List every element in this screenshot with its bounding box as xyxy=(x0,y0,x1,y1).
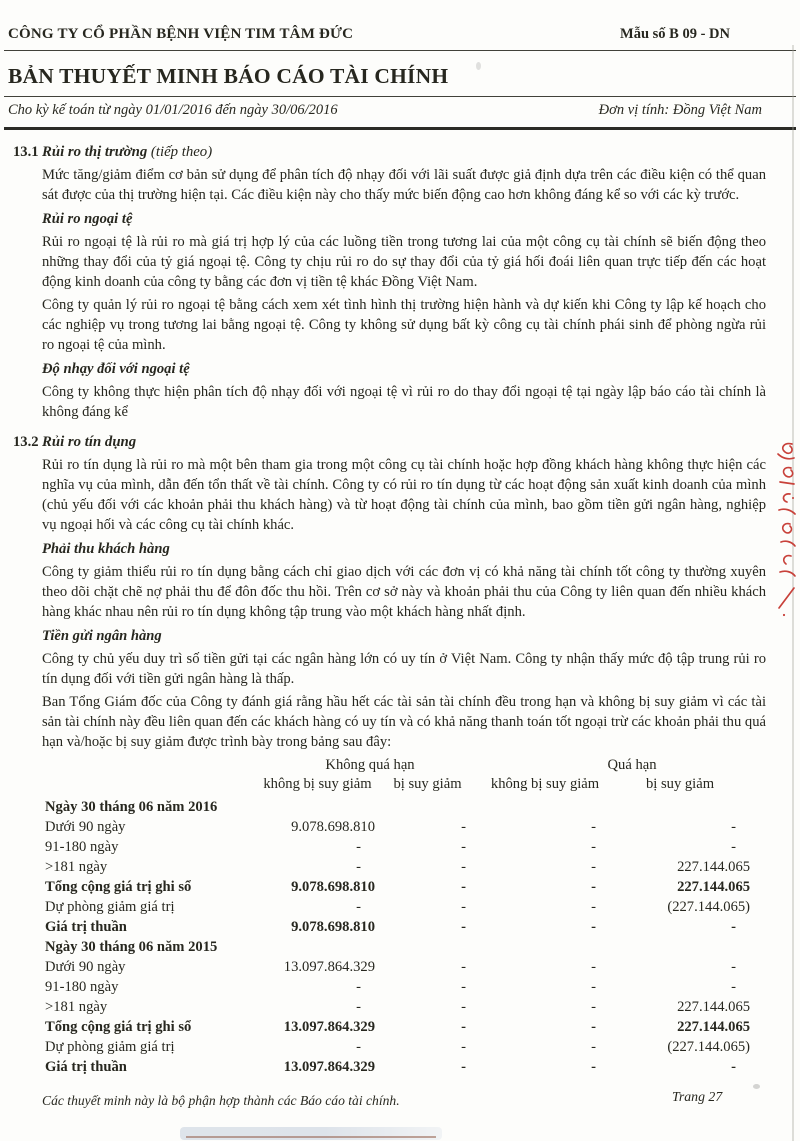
section-heading: Rủi ro tín dụng xyxy=(42,434,137,450)
scan-speck xyxy=(753,1084,760,1089)
scan-speck xyxy=(476,62,481,70)
company-name: CÔNG TY CỔ PHẦN BỆNH VIỆN TIM TÂM ĐỨC xyxy=(8,26,354,42)
table-row: Ngày 30 tháng 06 năm 2015 xyxy=(45,939,218,955)
paragraph: Công ty chủ yếu duy trì số tiền gửi tại các ngân hàng lớn có uy tín ở Việt Nam. Công ty nhận thấy mức độ tập trung rủi ro tín dụng đối với tiền gửi ngân hàng là thấp. xyxy=(42,651,766,687)
section-13-1 xyxy=(13,142,766,422)
table-row-total: Tổng cộng giá trị ghi sổ 13.097.864.329 - - 227.144.065 xyxy=(45,1019,751,1035)
column-group-not-overdue: Không quá hạn xyxy=(325,757,415,773)
table-row: >181 ngày - - - 227.144.065 xyxy=(45,859,751,875)
subheading-trade-receivables: Phải thu khách hàng xyxy=(42,541,170,557)
header-row-period xyxy=(8,97,800,125)
column-header-not-impaired-2: không bị suy giảm xyxy=(490,776,600,792)
paragraph: Công ty quản lý rủi ro ngoại tệ bằng cách xem xét tình hình thị trường hiện hành và dự kiến khi Công ty lập kế hoạch cho các nghiệp vụ trong tương lai bằng ngoại tệ. Công ty không sử dụng bất kỳ công cụ tài chính phái sinh để phòng ngừa rủi ro ngoại tệ của mình. xyxy=(42,297,766,353)
subheading-currency-sensitivity: Độ nhạy đối với ngoại tệ xyxy=(42,361,190,377)
paragraph: Rủi ro ngoại tệ là rủi ro mà giá trị hợp lý của các luồng tiền trong tương lai của một công cụ tài chính sẽ biến động theo những thay đổi của tỷ giá ngoại tệ. Công ty chịu rủi ro do sự thay đổi của tỷ giá hối đoái liên quan trực tiếp đến các hoạt động kinh doanh của công ty bằng các đơn vị tiền tệ khác Đồng Việt Nam. xyxy=(42,234,766,290)
table-row: Ngày 30 tháng 06 năm 2016 xyxy=(45,799,218,815)
document-body xyxy=(0,130,800,1077)
column-group-overdue: Quá hạn xyxy=(607,757,657,773)
table-row-total: Giá trị thuần 9.078.698.810 - - - xyxy=(45,919,737,935)
scan-smudge-artifact xyxy=(180,1127,442,1140)
currency-unit: Đơn vị tính: Đồng Việt Nam xyxy=(598,102,762,118)
scan-line-artifact xyxy=(186,1136,436,1138)
table-row: 91-180 ngày - - - - xyxy=(45,839,737,855)
column-header-impaired-1: bị suy giảm xyxy=(393,776,462,792)
subheading-bank-deposits: Tiền gửi ngân hàng xyxy=(42,628,162,644)
section-heading xyxy=(42,142,766,162)
table-subheader-row xyxy=(45,775,750,794)
table-row: Dưới 90 ngày 9.078.698.810 - - - xyxy=(45,819,737,835)
table-row: >181 ngày - - - 227.144.065 xyxy=(45,999,751,1015)
header-divider-bottom xyxy=(4,127,796,130)
section-number: 13.2 xyxy=(13,434,39,450)
subheading-foreign-currency-risk: Rủi ro ngoại tệ xyxy=(42,211,133,227)
section-heading-text: Rủi ro thị trường xyxy=(42,144,148,160)
paragraph: Công ty giảm thiểu rủi ro tín dụng bằng cách chỉ giao dịch với các đơn vị có khả năng tài chính tốt công ty thường xuyên theo dõi chặt chẽ nợ phải thu để đôn đốc thu hồi. Trên cơ sở này và khoản phải thu của Công ty liên quan đến nhiều khách hàng khác nhau nên rủi ro tín dụng không tập trung vào một khách hàng nhất định. xyxy=(42,564,766,620)
page-number: Trang 27 xyxy=(672,1089,723,1104)
paragraph: Công ty không thực hiện phân tích độ nhạy đối với ngoại tệ vì rủi ro do thay đổi ngoại tệ tại ngày lập báo cáo tài chính là không đáng kể xyxy=(42,384,766,420)
section-number: 13.1 xyxy=(13,144,39,160)
header-divider-top xyxy=(4,50,796,51)
footer-note: Các thuyết minh này là bộ phận hợp thành các Báo cáo tài chính. xyxy=(42,1093,400,1108)
column-header-not-impaired-1: không bị suy giảm xyxy=(263,776,372,792)
table-row-total: Giá trị thuần 13.097.864.329 - - - xyxy=(45,1059,737,1075)
header-row-company xyxy=(8,26,800,43)
section-heading-note: (tiếp theo) xyxy=(147,144,213,160)
accounting-period: Cho kỳ kế toán từ ngày 01/01/2016 đến ngày 30/06/2016 xyxy=(8,102,338,118)
handwritten-annotation xyxy=(772,438,800,620)
table-row: Dưới 90 ngày 13.097.864.329 - - - xyxy=(45,959,737,975)
table-row: 91-180 ngày - - - - xyxy=(45,979,737,995)
paragraph: Mức tăng/giảm điểm cơ bản sử dụng để phân tích độ nhạy đối với lãi suất được giả định dựa trên các điều kiện có thể quan sát được của thị trường hiện tại. Các điều kiện này cho thấy mức biến động cao hơn không đáng kể so với các kỳ trước. xyxy=(42,167,766,203)
aging-table xyxy=(45,756,750,1077)
table-row: Dự phòng giảm giá trị - - - (227.144.065) xyxy=(45,899,751,915)
table-group-header-row xyxy=(45,756,750,775)
section-13-2 xyxy=(13,432,766,752)
table-row-total: Tổng cộng giá trị ghi sổ 9.078.698.810 - - 227.144.065 xyxy=(45,879,751,895)
paragraph: Rủi ro tín dụng là rủi ro mà một bên tham gia trong một công cụ tài chính hoặc hợp đồng khách hàng không thực hiện các nghĩa vụ của mình, dẫn đến tổn thất về tài chính. Công ty có rủi ro tín dụng từ các hoạt động sản xuất kinh doanh của mình (chủ yếu đối với các khoản phải thu khách hàng) và từ hoạt động tài chính của mình, bao gồm tiền gửi ngân hàng, nghiệp vụ ngoại hối và các công cụ tài chính khác. xyxy=(42,457,766,533)
form-number: Mẫu số B 09 - DN xyxy=(620,26,730,42)
document-header xyxy=(0,0,800,130)
column-header-impaired-2: bị suy giảm xyxy=(645,776,715,792)
table-row: Dự phòng giảm giá trị - - - (227.144.065) xyxy=(45,1039,751,1055)
document-title: BẢN THUYẾT MINH BÁO CÁO TÀI CHÍNH xyxy=(8,64,449,88)
paragraph: Ban Tổng Giám đốc của Công ty đánh giá rằng hầu hết các tài sản tài chính đều trong hạn và không bị suy giảm vì các tài sản tài chính này đều liên quan đến các khách hàng có uy tín và có khả năng thanh toán tốt ngoại trừ các khoản phải thu quá hạn và/hoặc bị suy giảm được trình bày trong bảng sau đây: xyxy=(42,694,766,750)
